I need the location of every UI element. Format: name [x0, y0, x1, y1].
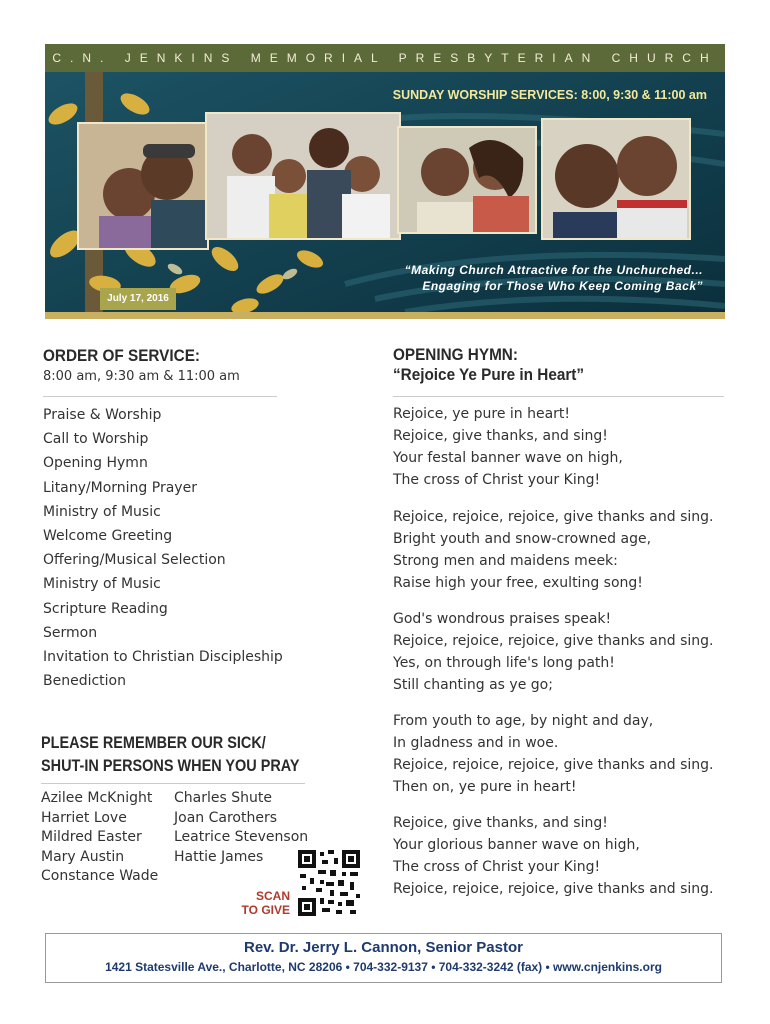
order-item: Opening Hymn	[43, 455, 148, 472]
order-item: Benediction	[43, 673, 126, 690]
sick-title-line-1: PLEASE REMEMBER OUR SICK/	[41, 733, 266, 752]
hymn-stanza	[393, 403, 623, 491]
hymn-line: Rejoice, rejoice, rejoice, give thanks and sing.	[393, 881, 714, 897]
hymn-line: Raise high your free, exulting song!	[393, 575, 643, 591]
photo-family	[205, 112, 401, 240]
order-item: Litany/Morning Prayer	[43, 479, 197, 496]
order-of-service-title: ORDER OF SERVICE:	[43, 346, 200, 365]
service-times: 8:00 am, 9:30 am & 11:00 am	[43, 369, 240, 384]
sick-names-column-1	[41, 789, 158, 887]
order-item: Ministry of Music	[43, 576, 161, 593]
church-name: C.N. JENKINS MEMORIAL PRESBYTERIAN CHURCH	[45, 44, 725, 72]
hymn-stanza	[393, 710, 713, 798]
hymn-line: Bright youth and snow-crowned age,	[393, 531, 652, 547]
sick-person-name: Azilee McKnight	[41, 790, 153, 806]
hymn-line: The cross of Christ your King!	[393, 472, 601, 488]
qr-code-icon[interactable]	[298, 850, 360, 916]
order-item: Sermon	[43, 624, 98, 641]
sick-person-name: Harriet Love	[41, 809, 127, 826]
header-banner	[45, 44, 725, 319]
hymn-line: God's wondrous praises speak!	[393, 611, 612, 627]
pastor-contact-footer	[45, 933, 722, 983]
tagline-line-2: Engaging for Those Who Keep Coming Back”	[422, 279, 703, 293]
hymn-line: Yes, on through life's long path!	[393, 655, 615, 671]
sick-person-name: Charles Shute	[174, 790, 272, 806]
senior-pastor: Rev. Dr. Jerry L. Cannon, Senior Pastor	[244, 939, 523, 956]
hymn-line: From youth to age, by night and day,	[393, 713, 654, 729]
sick-person-name: Mildred Easter	[41, 829, 142, 845]
sick-person-name: Hattie James	[174, 848, 264, 865]
hymn-line: Rejoice, give thanks, and sing!	[393, 428, 608, 444]
sick-divider	[41, 783, 305, 784]
photo-elderly-couple	[77, 122, 209, 250]
order-item: Praise & Worship	[43, 407, 162, 423]
order-divider	[43, 396, 277, 397]
opening-hymn-label: OPENING HYMN:	[393, 345, 518, 364]
worship-times: SUNDAY WORSHIP SERVICES: 8:00, 9:30 & 11:00 am	[392, 88, 707, 102]
order-item: Call to Worship	[43, 431, 149, 448]
hymn-line: The cross of Christ your King!	[393, 859, 601, 875]
hymn-stanza	[393, 506, 713, 594]
tagline-line-1: “Making Church Attractive for the Unchurched...	[404, 263, 703, 277]
order-item: Offering/Musical Selection	[43, 552, 226, 569]
hymn-line: Then on, ye pure in heart!	[393, 779, 577, 795]
order-item: Welcome Greeting	[43, 527, 173, 544]
sick-person-name: Leatrice Stevenson	[174, 829, 309, 845]
hymn-title: “Rejoice Ye Pure in Heart”	[393, 365, 585, 384]
order-item: Ministry of Music	[43, 503, 161, 520]
hymn-divider	[393, 396, 724, 397]
sick-person-name: Mary Austin	[41, 848, 125, 865]
sick-list-title	[41, 731, 300, 777]
order-of-service-list	[43, 403, 283, 693]
scan-label-line-2: TO GIVE	[241, 903, 290, 917]
bulletin-date: July 17, 2016	[100, 288, 176, 310]
hymn-line: Rejoice, give thanks, and sing!	[393, 815, 608, 831]
hymn-line: Still chanting as ye go;	[393, 677, 553, 693]
sick-person-name: Constance Wade	[41, 868, 159, 884]
hymn-line: Rejoice, rejoice, rejoice, give thanks and sing.	[393, 757, 714, 773]
hymn-line: Your glorious banner wave on high,	[393, 837, 640, 853]
sick-names-column-2	[174, 789, 308, 867]
hymn-line: Your festal banner wave on high,	[393, 450, 623, 466]
church-tagline	[405, 262, 703, 294]
photo-mother-daughter	[397, 126, 537, 234]
scan-to-give-label	[232, 889, 290, 917]
hymn-line: In gladness and in woe.	[393, 735, 559, 751]
scan-label-line-1: SCAN	[255, 889, 290, 903]
hymn-line: Rejoice, rejoice, rejoice, give thanks and sing.	[393, 633, 714, 649]
order-item: Scripture Reading	[43, 600, 168, 617]
hymn-line: Strong men and maidens meek:	[393, 553, 618, 569]
hymn-stanza	[393, 812, 713, 900]
hymn-stanza	[393, 608, 713, 696]
sick-title-line-2: SHUT-IN PERSONS WHEN YOU PRAY	[41, 756, 300, 775]
sick-person-name: Joan Carothers	[174, 809, 277, 826]
hymn-line: Rejoice, ye pure in heart!	[393, 406, 571, 422]
photo-two-boys	[541, 118, 691, 240]
church-contact-info: 1421 Statesville Ave., Charlotte, NC 28206 • 704-332-9137 • 704-332-3242 (fax) • www.cnjenkins.org	[105, 960, 662, 974]
order-item: Invitation to Christian Discipleship	[43, 648, 283, 665]
hymn-line: Rejoice, rejoice, rejoice, give thanks and sing.	[393, 509, 714, 525]
